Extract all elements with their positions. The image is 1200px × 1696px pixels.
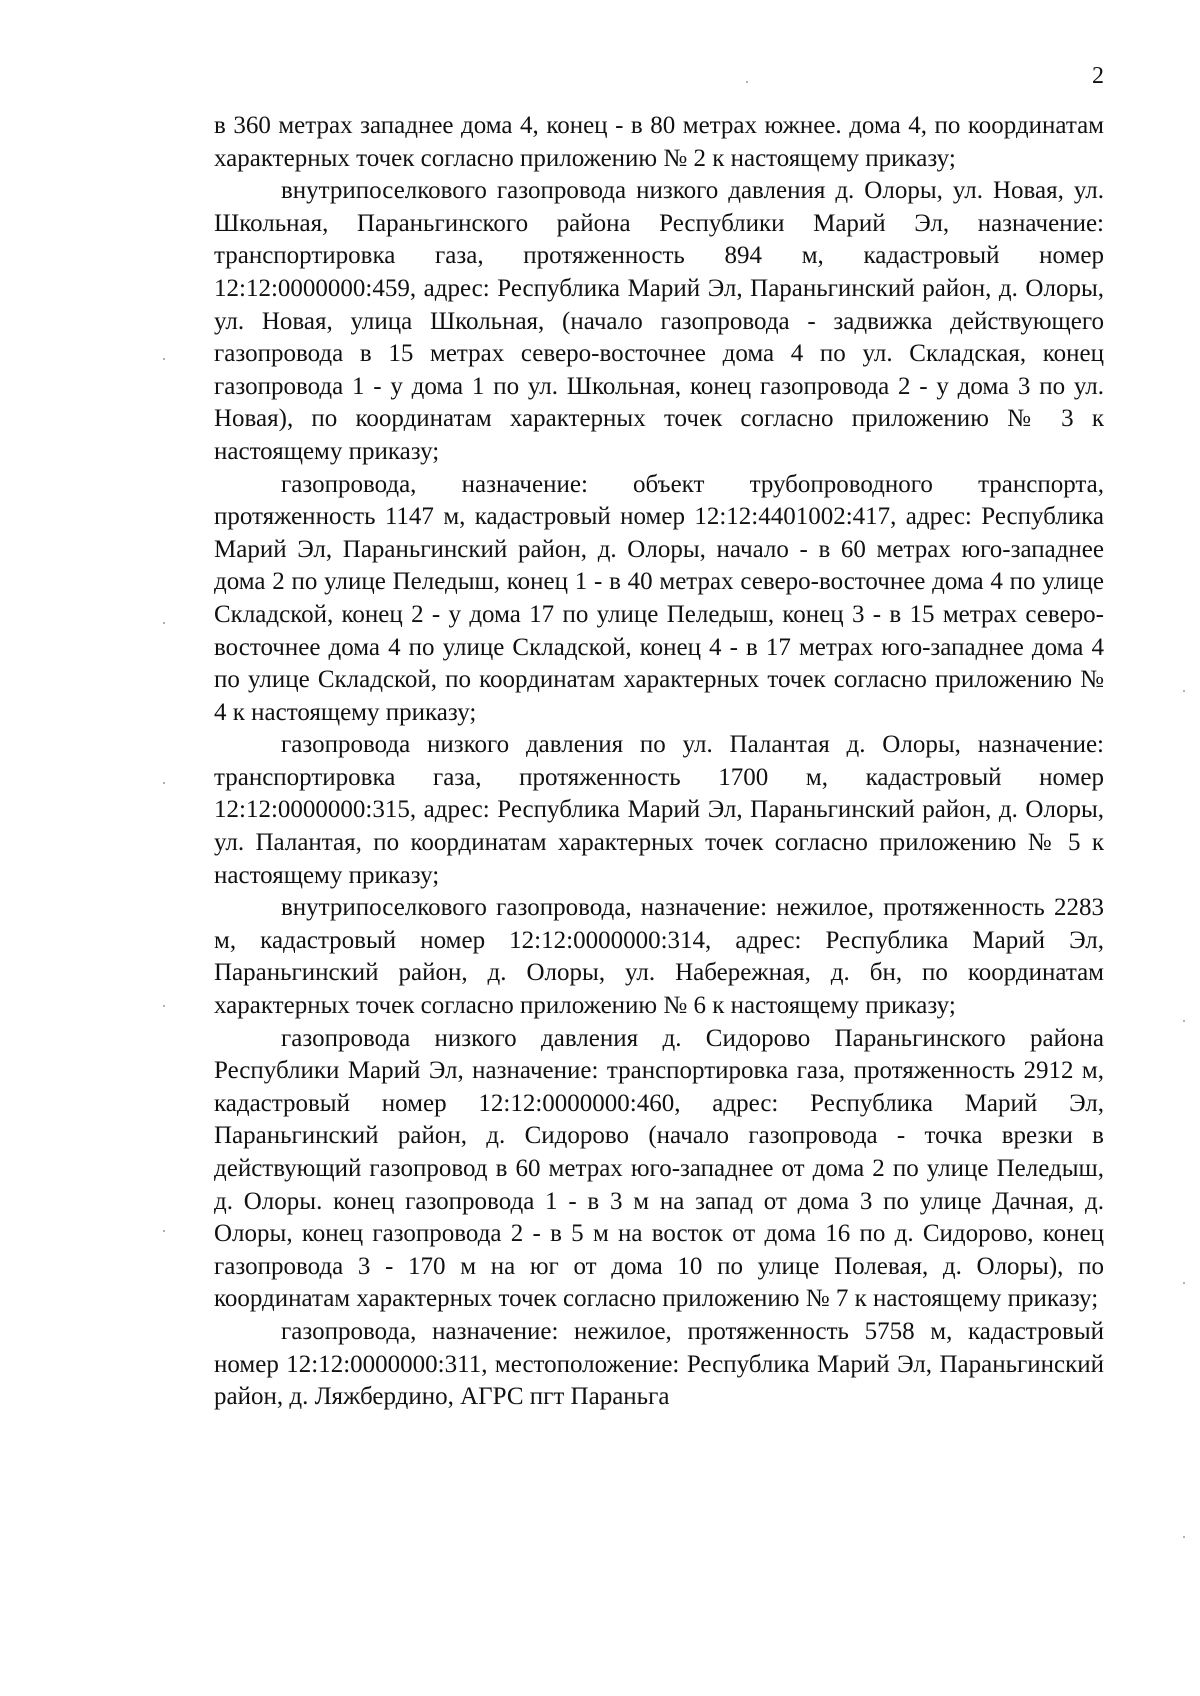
paragraph-4: газопровода низкого давления по ул. Палантая д. Олоры, назначение: транспортировка газа, протяженность 1700 м, кадастровый номер 12:12:0000000:315, адрес: Республика Марий Эл, Параньгинский район, д. Олоры, ул. Палантая, по координатам характерных точек согласно приложению № 5 к настоящему приказу;	[214, 731, 1104, 889]
scan-speck	[1183, 690, 1185, 692]
paragraph-1: в 360 метрах западнее дома 4, конец - в 80 метрах южнее. дома 4, по координатам характерных точек согласно приложению № 2 к настоящему приказу;	[214, 112, 1104, 172]
paragraph-6: газопровода низкого давления д. Сидорово Параньгинского района Республики Марий Эл, назначение: транспортировка газа, протяженность 2912 м, кадастровый номер 12:12:0000000:460, адрес: Республика Марий Эл, Параньгинский район, д. Сидорово (начало газопровода - точка врезки в действующий газопровод в 60 метрах юго-западнее от дома 2 по улице Пеледыш, д. Олоры. конец газопровода 1 - в 3 м на запад от дома 3 по улице Дачная, д. Олоры, конец газопровода 2 - в 5 м на восток от дома 16 по д. Сидорово, конец газопровода 3 - 170 м на юг от дома 10 по улице Полевая, д. Олоры), по координатам характерных точек согласно приложению № 7 к настоящему приказу;	[214, 1024, 1104, 1313]
scan-speck	[163, 1230, 165, 1232]
scan-speck	[163, 622, 165, 624]
scan-speck	[163, 358, 165, 360]
paragraph-2: внутрипоселкового газопровода низкого давления д. Олоры, ул. Новая, ул. Школьная, Параньгинского района Республики Марий Эл, назначение: транспортировка газа, протяженность 894 м, кадастровый номер 12:12:0000000:459, адрес: Республика Марий Эл, Параньгинский район, д. Олоры, ул. Новая, улица Школьная, (начало газопровода - задвижка действующего газопровода в 15 метрах северо-восточнее дома 4 по ул. Складская, конец газопровода 1 - у дома 1 по ул. Школьная, конец газопровода 2 - у дома 3 по ул. Новая), по координатам характерных точек согласно приложению № 3 к настоящему приказу;	[214, 177, 1104, 465]
scan-speck	[746, 81, 748, 83]
document-body	[214, 110, 1104, 1414]
scan-speck	[1183, 1282, 1185, 1284]
paragraph-7: газопровода, назначение: нежилое, протяженность 5758 м, кадастровый номер 12:12:0000000:311, местоположение: Республика Марий Эл, Параньгинский район, д. Ляжбердино, АГРС пгт Параньга	[214, 1317, 1104, 1411]
paragraph-3: газопровода, назначение: объект трубопроводного транспорта, протяженность 1147 м, кадастровый номер 12:12:4401002:417, адрес: Республика Марий Эл, Параньгинский район, д. Олоры, начало - в 60 метрах юго-западнее дома 2 по улице Пеледыш, конец 1 - в 40 метрах северо-восточнее дома 4 по улице Складской, конец 2 - у дома 17 по улице Пеледыш, конец 3 - в 15 метрах северо-восточнее дома 4 по улице Складской, конец 4 - в 17 метрах юго-западнее дома 4 по улице Складской, по координатам характерных точек согласно приложению № 4 к настоящему приказу;	[214, 470, 1104, 726]
scan-speck	[1183, 1020, 1185, 1022]
paragraph-5: внутрипоселкового газопровода, назначение: нежилое, протяженность 2283 м, кадастровый номер 12:12:0000000:314, адрес: Республика Марий Эл, Параньгинский район, д. Олоры, ул. Набережная, д. бн, по координатам характерных точек согласно приложению № 6 к настоящему приказу;	[214, 894, 1104, 1020]
scan-speck	[163, 1005, 165, 1007]
page-number: 2	[1092, 63, 1104, 89]
scan-speck	[163, 782, 165, 784]
scan-speck	[1183, 1536, 1185, 1538]
